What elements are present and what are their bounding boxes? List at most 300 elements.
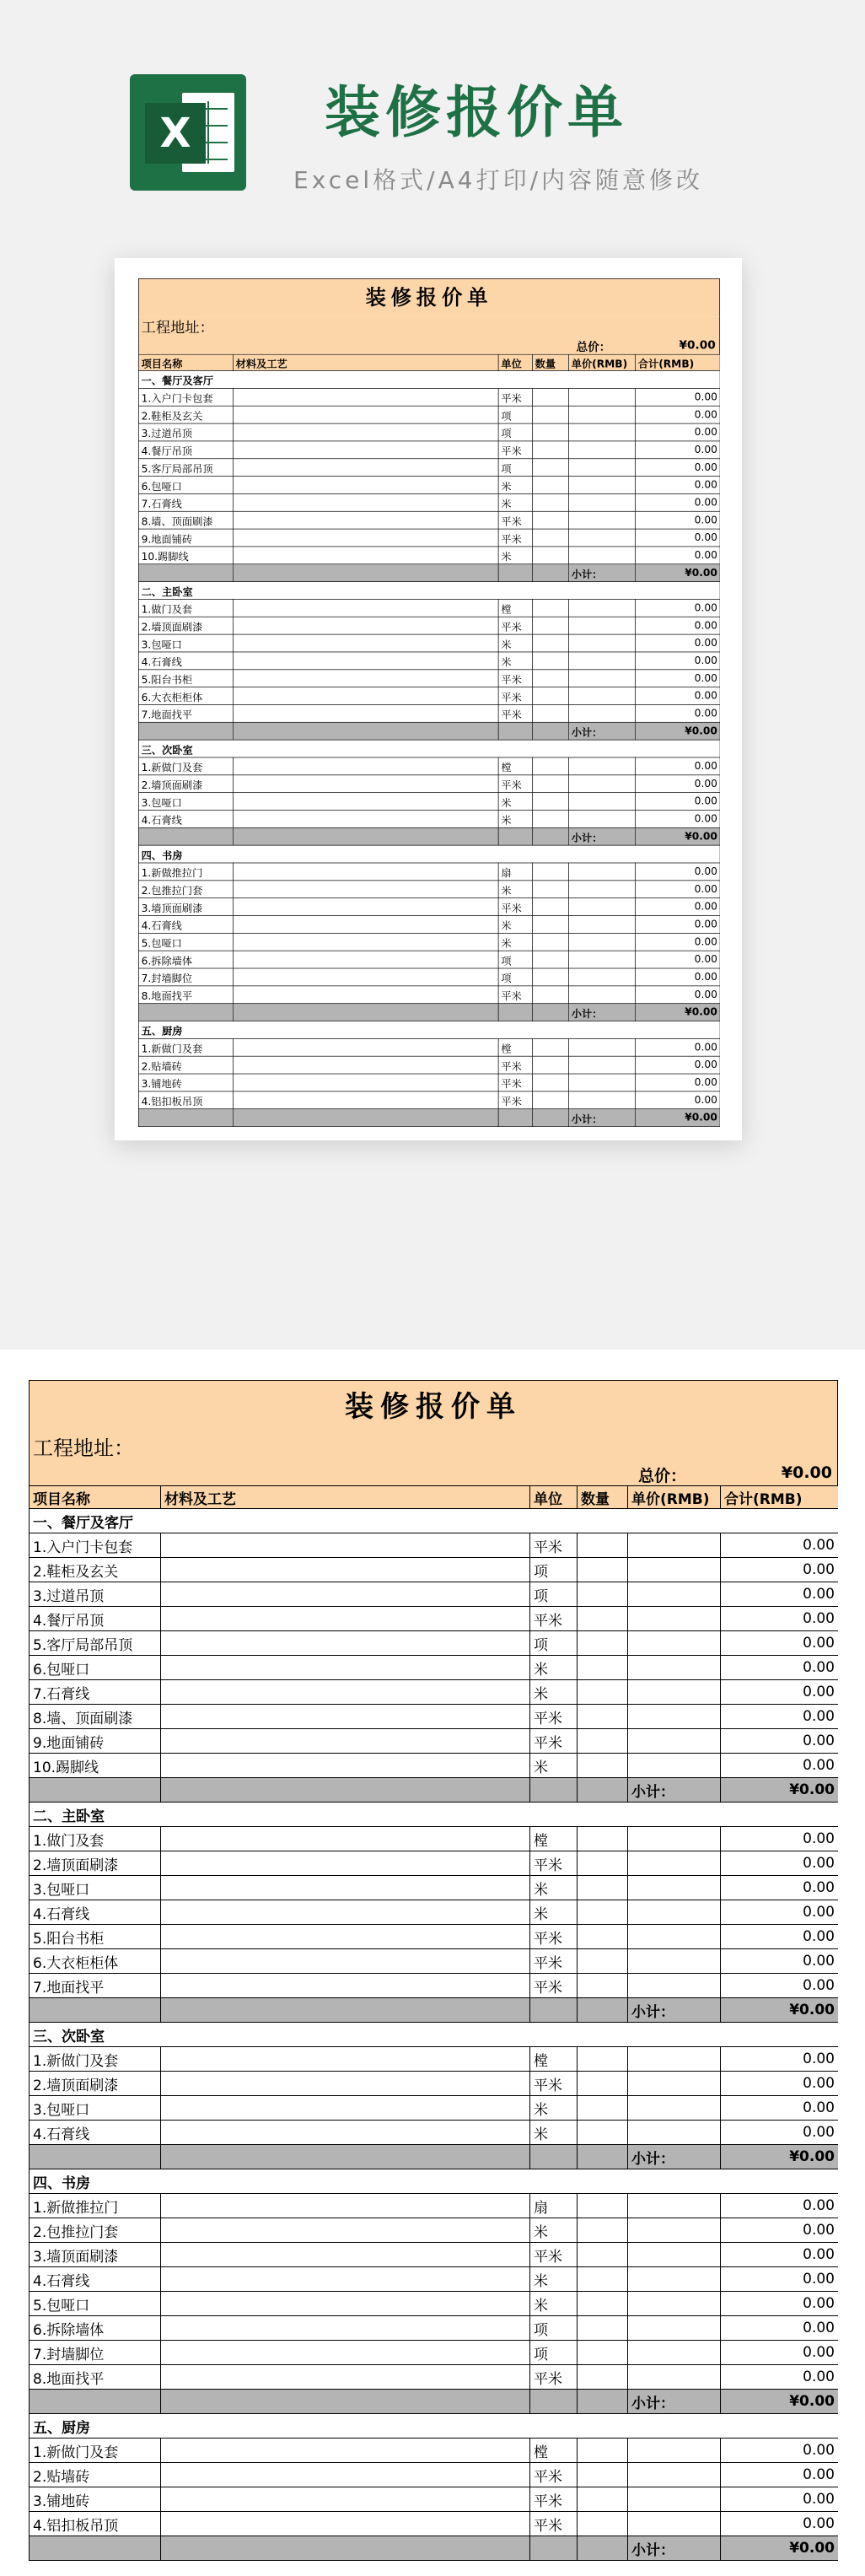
unit-price-cell[interactable] bbox=[568, 793, 635, 811]
unit-cell[interactable]: 项 bbox=[530, 1558, 578, 1582]
material-cell[interactable] bbox=[161, 1656, 530, 1680]
unit-cell[interactable]: 平米 bbox=[530, 1729, 578, 1754]
quantity-cell[interactable] bbox=[578, 1900, 628, 1925]
unit-price-cell[interactable] bbox=[568, 1074, 635, 1091]
unit-price-cell[interactable] bbox=[568, 493, 635, 511]
material-cell[interactable] bbox=[233, 757, 498, 775]
material-cell[interactable] bbox=[233, 898, 498, 916]
unit-price-cell[interactable] bbox=[568, 511, 635, 529]
unit-price-cell[interactable] bbox=[628, 2316, 721, 2341]
unit-price-cell[interactable] bbox=[628, 1680, 721, 1705]
unit-price-cell[interactable] bbox=[628, 1705, 721, 1729]
item-name[interactable]: 7.封墙脚位 bbox=[138, 968, 233, 986]
unit-cell[interactable]: 平米 bbox=[498, 511, 532, 529]
unit-cell[interactable]: 樘 bbox=[530, 1827, 578, 1851]
item-name[interactable]: 2.墙顶面刷漆 bbox=[138, 775, 233, 793]
unit-cell[interactable]: 米 bbox=[530, 1900, 578, 1925]
material-cell[interactable] bbox=[233, 547, 498, 564]
quantity-cell[interactable] bbox=[532, 493, 568, 511]
unit-cell[interactable]: 平米 bbox=[530, 1607, 578, 1631]
unit-cell[interactable]: 平米 bbox=[530, 1974, 578, 1998]
material-cell[interactable] bbox=[233, 1056, 498, 1074]
quantity-cell[interactable] bbox=[532, 881, 568, 898]
unit-cell[interactable]: 平米 bbox=[530, 1533, 578, 1558]
item-name[interactable]: 7.地面找平 bbox=[138, 704, 233, 722]
item-name[interactable]: 5.阳台书柜 bbox=[30, 1925, 161, 1949]
unit-price-cell[interactable] bbox=[628, 1900, 721, 1925]
unit-price-cell[interactable] bbox=[628, 1582, 721, 1607]
unit-cell[interactable]: 平米 bbox=[498, 775, 532, 793]
unit-cell[interactable]: 项 bbox=[498, 968, 532, 986]
material-cell[interactable] bbox=[161, 1949, 530, 1974]
quantity-cell[interactable] bbox=[578, 2267, 628, 2292]
unit-price-cell[interactable] bbox=[628, 2341, 721, 2365]
unit-price-cell[interactable] bbox=[568, 916, 635, 934]
item-name[interactable]: 3.过道吊顶 bbox=[138, 423, 233, 441]
quantity-cell[interactable] bbox=[532, 1038, 568, 1056]
item-name[interactable]: 1.入户门卡包套 bbox=[138, 388, 233, 406]
material-cell[interactable] bbox=[233, 968, 498, 986]
material-cell[interactable] bbox=[161, 1974, 530, 1998]
material-cell[interactable] bbox=[161, 2047, 530, 2072]
material-cell[interactable] bbox=[233, 670, 498, 687]
item-name[interactable]: 1.新做门及套 bbox=[138, 757, 233, 775]
unit-price-cell[interactable] bbox=[628, 2512, 721, 2536]
quantity-cell[interactable] bbox=[532, 406, 568, 423]
quantity-cell[interactable] bbox=[578, 2096, 628, 2121]
material-cell[interactable] bbox=[233, 951, 498, 968]
unit-price-cell[interactable] bbox=[628, 1949, 721, 1974]
quantity-cell[interactable] bbox=[532, 441, 568, 459]
material-cell[interactable] bbox=[161, 2121, 530, 2145]
material-cell[interactable] bbox=[161, 1925, 530, 1949]
unit-price-cell[interactable] bbox=[568, 441, 635, 459]
quantity-cell[interactable] bbox=[532, 968, 568, 986]
unit-cell[interactable]: 平米 bbox=[498, 986, 532, 1004]
quantity-cell[interactable] bbox=[532, 757, 568, 775]
unit-price-cell[interactable] bbox=[568, 898, 635, 916]
item-name[interactable]: 3.包哑口 bbox=[138, 793, 233, 811]
material-cell[interactable] bbox=[233, 810, 498, 827]
item-name[interactable]: 8.墙、顶面刷漆 bbox=[138, 511, 233, 529]
quantity-cell[interactable] bbox=[532, 863, 568, 881]
quantity-cell[interactable] bbox=[578, 2439, 628, 2463]
unit-cell[interactable]: 米 bbox=[530, 1680, 578, 1705]
unit-price-cell[interactable] bbox=[568, 406, 635, 423]
unit-price-cell[interactable] bbox=[568, 634, 635, 652]
unit-cell[interactable]: 米 bbox=[498, 793, 532, 811]
unit-price-cell[interactable] bbox=[628, 1656, 721, 1680]
unit-cell[interactable]: 项 bbox=[498, 459, 532, 477]
item-name[interactable]: 4.石膏线 bbox=[138, 810, 233, 827]
quantity-cell[interactable] bbox=[578, 1680, 628, 1705]
material-cell[interactable] bbox=[161, 2194, 530, 2218]
unit-cell[interactable]: 米 bbox=[530, 1876, 578, 1900]
item-name[interactable]: 4.石膏线 bbox=[30, 2121, 161, 2145]
item-name[interactable]: 1.新做门及套 bbox=[30, 2047, 161, 2072]
material-cell[interactable] bbox=[161, 2316, 530, 2341]
item-name[interactable]: 2.鞋柜及玄关 bbox=[30, 1558, 161, 1582]
quantity-cell[interactable] bbox=[578, 2047, 628, 2072]
quantity-cell[interactable] bbox=[532, 423, 568, 441]
item-name[interactable]: 5.阳台书柜 bbox=[138, 670, 233, 687]
quantity-cell[interactable] bbox=[532, 898, 568, 916]
unit-price-cell[interactable] bbox=[568, 459, 635, 477]
unit-cell[interactable]: 樘 bbox=[498, 599, 532, 617]
unit-price-cell[interactable] bbox=[628, 2267, 721, 2292]
unit-price-cell[interactable] bbox=[628, 2218, 721, 2243]
quantity-cell[interactable] bbox=[532, 477, 568, 494]
material-cell[interactable] bbox=[233, 599, 498, 617]
quantity-cell[interactable] bbox=[532, 1091, 568, 1109]
unit-price-cell[interactable] bbox=[568, 599, 635, 617]
unit-price-cell[interactable] bbox=[628, 1754, 721, 1778]
material-cell[interactable] bbox=[161, 1533, 530, 1558]
item-name[interactable]: 6.大衣柜柜体 bbox=[138, 687, 233, 705]
material-cell[interactable] bbox=[161, 1729, 530, 1754]
unit-price-cell[interactable] bbox=[628, 1533, 721, 1558]
material-cell[interactable] bbox=[161, 1900, 530, 1925]
material-cell[interactable] bbox=[233, 775, 498, 793]
unit-cell[interactable]: 项 bbox=[530, 2316, 578, 2341]
quantity-cell[interactable] bbox=[578, 1656, 628, 1680]
item-name[interactable]: 4.餐厅吊顶 bbox=[30, 1607, 161, 1631]
material-cell[interactable] bbox=[233, 881, 498, 898]
unit-cell[interactable]: 平米 bbox=[530, 2512, 578, 2536]
material-cell[interactable] bbox=[161, 2512, 530, 2536]
unit-cell[interactable]: 项 bbox=[530, 1631, 578, 1656]
material-cell[interactable] bbox=[161, 1631, 530, 1656]
item-name[interactable]: 1.做门及套 bbox=[30, 1827, 161, 1851]
unit-price-cell[interactable] bbox=[568, 1056, 635, 1074]
unit-price-cell[interactable] bbox=[628, 1974, 721, 1998]
unit-price-cell[interactable] bbox=[628, 1851, 721, 1876]
unit-cell[interactable]: 樘 bbox=[498, 757, 532, 775]
material-cell[interactable] bbox=[233, 1091, 498, 1109]
unit-cell[interactable]: 平米 bbox=[530, 2365, 578, 2390]
unit-price-cell[interactable] bbox=[628, 2463, 721, 2487]
item-name[interactable]: 7.地面找平 bbox=[30, 1974, 161, 1998]
material-cell[interactable] bbox=[233, 511, 498, 529]
item-name[interactable]: 5.包哑口 bbox=[138, 933, 233, 951]
item-name[interactable]: 1.新做门及套 bbox=[30, 2439, 161, 2463]
quantity-cell[interactable] bbox=[578, 2512, 628, 2536]
material-cell[interactable] bbox=[161, 2365, 530, 2390]
unit-cell[interactable]: 平米 bbox=[530, 1705, 578, 1729]
item-name[interactable]: 1.入户门卡包套 bbox=[30, 1533, 161, 1558]
item-name[interactable]: 4.石膏线 bbox=[138, 916, 233, 934]
material-cell[interactable] bbox=[233, 793, 498, 811]
unit-price-cell[interactable] bbox=[568, 704, 635, 722]
item-name[interactable]: 6.拆除墙体 bbox=[138, 951, 233, 968]
material-cell[interactable] bbox=[161, 2341, 530, 2365]
unit-cell[interactable]: 米 bbox=[530, 1754, 578, 1778]
quantity-cell[interactable] bbox=[532, 986, 568, 1004]
item-name[interactable]: 1.新做推拉门 bbox=[138, 863, 233, 881]
quantity-cell[interactable] bbox=[578, 2072, 628, 2096]
unit-price-cell[interactable] bbox=[568, 881, 635, 898]
item-name[interactable]: 6.包哑口 bbox=[138, 477, 233, 494]
unit-cell[interactable]: 樘 bbox=[498, 1038, 532, 1056]
unit-cell[interactable]: 米 bbox=[498, 810, 532, 827]
item-name[interactable]: 1.新做门及套 bbox=[138, 1038, 233, 1056]
material-cell[interactable] bbox=[233, 652, 498, 670]
unit-cell[interactable]: 平米 bbox=[498, 687, 532, 705]
unit-cell[interactable]: 平米 bbox=[498, 704, 532, 722]
item-name[interactable]: 2.包推拉门套 bbox=[138, 881, 233, 898]
item-name[interactable]: 4.石膏线 bbox=[30, 1900, 161, 1925]
material-cell[interactable] bbox=[233, 916, 498, 934]
quantity-cell[interactable] bbox=[578, 2121, 628, 2145]
item-name[interactable]: 9.地面铺砖 bbox=[30, 1729, 161, 1754]
quantity-cell[interactable] bbox=[578, 2487, 628, 2512]
material-cell[interactable] bbox=[233, 863, 498, 881]
quantity-cell[interactable] bbox=[532, 775, 568, 793]
item-name[interactable]: 4.石膏线 bbox=[138, 652, 233, 670]
quantity-cell[interactable] bbox=[532, 459, 568, 477]
item-name[interactable]: 4.铝扣板吊顶 bbox=[30, 2512, 161, 2536]
quantity-cell[interactable] bbox=[578, 1558, 628, 1582]
quantity-cell[interactable] bbox=[532, 511, 568, 529]
unit-cell[interactable]: 平米 bbox=[498, 1074, 532, 1091]
unit-cell[interactable]: 平米 bbox=[498, 529, 532, 547]
item-name[interactable]: 7.石膏线 bbox=[138, 493, 233, 511]
unit-cell[interactable]: 米 bbox=[498, 933, 532, 951]
item-name[interactable]: 2.贴墙砖 bbox=[138, 1056, 233, 1074]
quantity-cell[interactable] bbox=[532, 1074, 568, 1091]
material-cell[interactable] bbox=[161, 1827, 530, 1851]
item-name[interactable]: 2.贴墙砖 bbox=[30, 2463, 161, 2487]
unit-price-cell[interactable] bbox=[628, 1631, 721, 1656]
quantity-cell[interactable] bbox=[578, 1607, 628, 1631]
item-name[interactable]: 2.墙顶面刷漆 bbox=[30, 2072, 161, 2096]
unit-cell[interactable]: 平米 bbox=[530, 2487, 578, 2512]
unit-price-cell[interactable] bbox=[568, 986, 635, 1004]
item-name[interactable]: 4.石膏线 bbox=[30, 2267, 161, 2292]
material-cell[interactable] bbox=[161, 2463, 530, 2487]
unit-price-cell[interactable] bbox=[568, 757, 635, 775]
quantity-cell[interactable] bbox=[532, 599, 568, 617]
quantity-cell[interactable] bbox=[532, 933, 568, 951]
item-name[interactable]: 6.包哑口 bbox=[30, 1656, 161, 1680]
unit-price-cell[interactable] bbox=[568, 477, 635, 494]
unit-cell[interactable]: 米 bbox=[498, 881, 532, 898]
unit-cell[interactable]: 平米 bbox=[530, 2072, 578, 2096]
item-name[interactable]: 5.客厅局部吊顶 bbox=[138, 459, 233, 477]
quantity-cell[interactable] bbox=[578, 1876, 628, 1900]
quantity-cell[interactable] bbox=[578, 1582, 628, 1607]
unit-price-cell[interactable] bbox=[568, 1091, 635, 1109]
unit-price-cell[interactable] bbox=[628, 2121, 721, 2145]
unit-price-cell[interactable] bbox=[628, 2243, 721, 2267]
unit-cell[interactable]: 樘 bbox=[530, 2047, 578, 2072]
unit-cell[interactable]: 米 bbox=[498, 493, 532, 511]
quantity-cell[interactable] bbox=[578, 2463, 628, 2487]
unit-price-cell[interactable] bbox=[568, 670, 635, 687]
item-name[interactable]: 2.包推拉门套 bbox=[30, 2218, 161, 2243]
item-name[interactable]: 8.墙、顶面刷漆 bbox=[30, 1705, 161, 1729]
unit-price-cell[interactable] bbox=[568, 652, 635, 670]
item-name[interactable]: 1.做门及套 bbox=[138, 599, 233, 617]
item-name[interactable]: 8.地面找平 bbox=[138, 986, 233, 1004]
material-cell[interactable] bbox=[233, 1074, 498, 1091]
unit-price-cell[interactable] bbox=[628, 1827, 721, 1851]
unit-cell[interactable]: 平米 bbox=[530, 2243, 578, 2267]
material-cell[interactable] bbox=[233, 423, 498, 441]
unit-cell[interactable]: 米 bbox=[498, 547, 532, 564]
quantity-cell[interactable] bbox=[578, 1631, 628, 1656]
unit-price-cell[interactable] bbox=[568, 775, 635, 793]
unit-cell[interactable]: 平米 bbox=[498, 617, 532, 634]
unit-cell[interactable]: 米 bbox=[498, 477, 532, 494]
quantity-cell[interactable] bbox=[532, 704, 568, 722]
unit-cell[interactable]: 项 bbox=[530, 1582, 578, 1607]
unit-cell[interactable]: 樘 bbox=[530, 2439, 578, 2463]
unit-cell[interactable]: 米 bbox=[498, 652, 532, 670]
unit-price-cell[interactable] bbox=[628, 2047, 721, 2072]
unit-price-cell[interactable] bbox=[568, 863, 635, 881]
unit-cell[interactable]: 米 bbox=[498, 916, 532, 934]
material-cell[interactable] bbox=[233, 477, 498, 494]
quantity-cell[interactable] bbox=[578, 1729, 628, 1754]
unit-price-cell[interactable] bbox=[628, 2194, 721, 2218]
item-name[interactable]: 6.大衣柜柜体 bbox=[30, 1949, 161, 1974]
quantity-cell[interactable] bbox=[578, 1974, 628, 1998]
quantity-cell[interactable] bbox=[578, 1925, 628, 1949]
quantity-cell[interactable] bbox=[532, 652, 568, 670]
material-cell[interactable] bbox=[161, 2243, 530, 2267]
material-cell[interactable] bbox=[161, 2292, 530, 2316]
quantity-cell[interactable] bbox=[578, 1851, 628, 1876]
material-cell[interactable] bbox=[233, 459, 498, 477]
item-name[interactable]: 1.新做推拉门 bbox=[30, 2194, 161, 2218]
quantity-cell[interactable] bbox=[578, 2292, 628, 2316]
unit-cell[interactable]: 平米 bbox=[530, 1851, 578, 1876]
item-name[interactable]: 3.包哑口 bbox=[30, 2096, 161, 2121]
quantity-cell[interactable] bbox=[532, 951, 568, 968]
item-name[interactable]: 3.墙顶面刷漆 bbox=[30, 2243, 161, 2267]
unit-price-cell[interactable] bbox=[628, 1729, 721, 1754]
quantity-cell[interactable] bbox=[578, 1754, 628, 1778]
unit-cell[interactable]: 平米 bbox=[498, 670, 532, 687]
item-name[interactable]: 6.拆除墙体 bbox=[30, 2316, 161, 2341]
material-cell[interactable] bbox=[161, 2439, 530, 2463]
unit-price-cell[interactable] bbox=[568, 951, 635, 968]
material-cell[interactable] bbox=[233, 441, 498, 459]
material-cell[interactable] bbox=[233, 634, 498, 652]
quantity-cell[interactable] bbox=[532, 793, 568, 811]
unit-cell[interactable]: 平米 bbox=[498, 1091, 532, 1109]
item-name[interactable]: 3.过道吊顶 bbox=[30, 1582, 161, 1607]
unit-cell[interactable]: 米 bbox=[530, 2096, 578, 2121]
material-cell[interactable] bbox=[233, 986, 498, 1004]
quantity-cell[interactable] bbox=[578, 1705, 628, 1729]
unit-price-cell[interactable] bbox=[628, 1607, 721, 1631]
unit-price-cell[interactable] bbox=[628, 1876, 721, 1900]
item-name[interactable]: 5.包哑口 bbox=[30, 2292, 161, 2316]
quantity-cell[interactable] bbox=[578, 1533, 628, 1558]
quantity-cell[interactable] bbox=[578, 2243, 628, 2267]
unit-cell[interactable]: 平米 bbox=[530, 2463, 578, 2487]
quantity-cell[interactable] bbox=[532, 916, 568, 934]
quantity-cell[interactable] bbox=[532, 388, 568, 406]
unit-price-cell[interactable] bbox=[628, 1558, 721, 1582]
unit-cell[interactable]: 项 bbox=[498, 406, 532, 423]
quantity-cell[interactable] bbox=[578, 1949, 628, 1974]
material-cell[interactable] bbox=[161, 1607, 530, 1631]
quantity-cell[interactable] bbox=[578, 2194, 628, 2218]
material-cell[interactable] bbox=[161, 1705, 530, 1729]
unit-price-cell[interactable] bbox=[628, 2072, 721, 2096]
item-name[interactable]: 4.餐厅吊顶 bbox=[138, 441, 233, 459]
material-cell[interactable] bbox=[233, 687, 498, 705]
unit-cell[interactable]: 米 bbox=[498, 634, 532, 652]
unit-price-cell[interactable] bbox=[628, 2292, 721, 2316]
quantity-cell[interactable] bbox=[532, 617, 568, 634]
unit-price-cell[interactable] bbox=[628, 2487, 721, 2512]
item-name[interactable]: 3.铺地砖 bbox=[30, 2487, 161, 2512]
unit-cell[interactable]: 米 bbox=[530, 2218, 578, 2243]
quantity-cell[interactable] bbox=[578, 2341, 628, 2365]
material-cell[interactable] bbox=[161, 1851, 530, 1876]
quantity-cell[interactable] bbox=[532, 810, 568, 827]
unit-price-cell[interactable] bbox=[568, 1038, 635, 1056]
item-name[interactable]: 3.铺地砖 bbox=[138, 1074, 233, 1091]
unit-price-cell[interactable] bbox=[568, 617, 635, 634]
unit-cell[interactable]: 项 bbox=[530, 2341, 578, 2365]
unit-price-cell[interactable] bbox=[568, 933, 635, 951]
quantity-cell[interactable] bbox=[532, 547, 568, 564]
unit-cell[interactable]: 米 bbox=[530, 2292, 578, 2316]
unit-price-cell[interactable] bbox=[628, 2096, 721, 2121]
material-cell[interactable] bbox=[233, 388, 498, 406]
quantity-cell[interactable] bbox=[578, 2316, 628, 2341]
item-name[interactable]: 2.墙顶面刷漆 bbox=[30, 1851, 161, 1876]
quantity-cell[interactable] bbox=[532, 634, 568, 652]
material-cell[interactable] bbox=[161, 2072, 530, 2096]
item-name[interactable]: 9.地面铺砖 bbox=[138, 529, 233, 547]
item-name[interactable]: 3.包哑口 bbox=[138, 634, 233, 652]
unit-price-cell[interactable] bbox=[568, 968, 635, 986]
unit-cell[interactable]: 扇 bbox=[530, 2194, 578, 2218]
item-name[interactable]: 5.客厅局部吊顶 bbox=[30, 1631, 161, 1656]
unit-cell[interactable]: 米 bbox=[530, 2267, 578, 2292]
quantity-cell[interactable] bbox=[578, 1827, 628, 1851]
unit-price-cell[interactable] bbox=[568, 388, 635, 406]
material-cell[interactable] bbox=[161, 1558, 530, 1582]
unit-price-cell[interactable] bbox=[568, 423, 635, 441]
unit-price-cell[interactable] bbox=[568, 547, 635, 564]
item-name[interactable]: 3.包哑口 bbox=[30, 1876, 161, 1900]
unit-cell[interactable]: 米 bbox=[530, 2121, 578, 2145]
item-name[interactable]: 7.封墙脚位 bbox=[30, 2341, 161, 2365]
material-cell[interactable] bbox=[161, 1754, 530, 1778]
material-cell[interactable] bbox=[233, 406, 498, 423]
unit-price-cell[interactable] bbox=[628, 2365, 721, 2390]
quantity-cell[interactable] bbox=[532, 670, 568, 687]
material-cell[interactable] bbox=[233, 529, 498, 547]
unit-cell[interactable]: 项 bbox=[498, 951, 532, 968]
unit-cell[interactable]: 平米 bbox=[498, 388, 532, 406]
material-cell[interactable] bbox=[161, 2267, 530, 2292]
unit-cell[interactable]: 扇 bbox=[498, 863, 532, 881]
unit-price-cell[interactable] bbox=[568, 529, 635, 547]
unit-cell[interactable]: 项 bbox=[498, 423, 532, 441]
material-cell[interactable] bbox=[161, 1876, 530, 1900]
quantity-cell[interactable] bbox=[532, 529, 568, 547]
item-name[interactable]: 2.鞋柜及玄关 bbox=[138, 406, 233, 423]
material-cell[interactable] bbox=[233, 933, 498, 951]
